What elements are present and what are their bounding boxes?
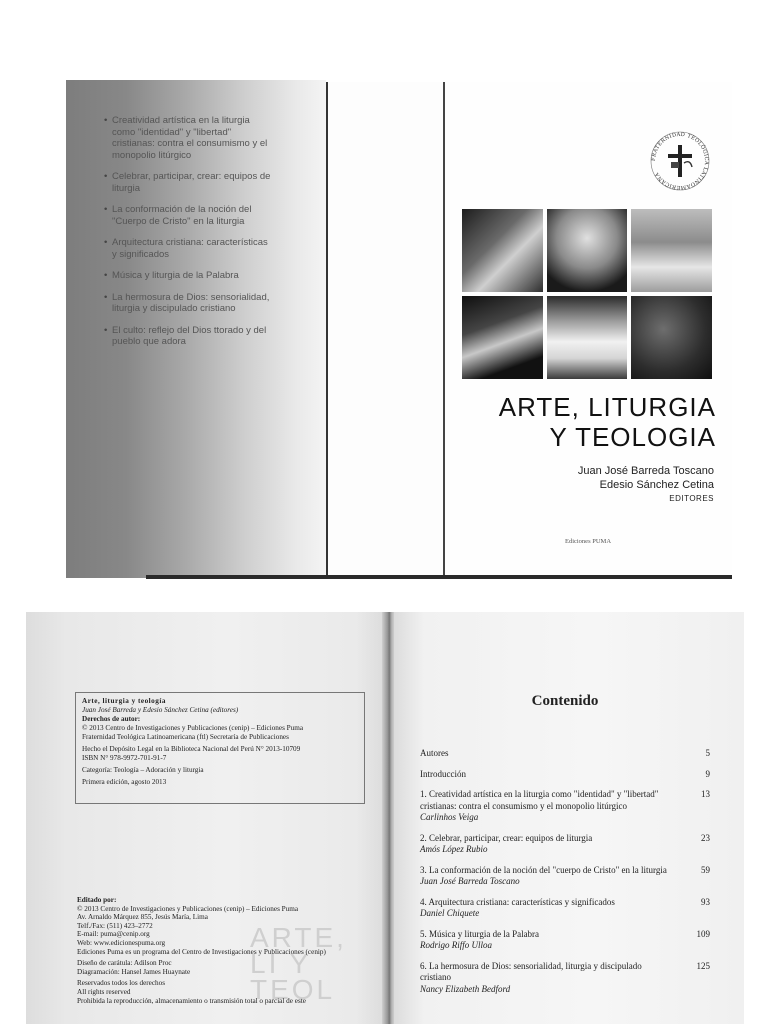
- publisher-info-line: Web: www.edicionespuma.org: [77, 938, 166, 947]
- rights-line: Prohibida la reproducción, almacenamiento o transmisión total o parcial de este: [77, 996, 306, 1005]
- table-of-contents: [420, 748, 710, 1004]
- publisher-logo-text: Ediciones PUMA: [564, 538, 612, 545]
- photo-dancers: [462, 209, 543, 292]
- publisher-info-line: Ediciones Puma es un programa del Centro de Investigaciones y Publicaciones (cenip): [77, 947, 326, 956]
- toc-page-number: 5: [705, 748, 710, 758]
- toc-entry: [420, 961, 710, 996]
- toc-entry: [420, 929, 710, 952]
- toc-entry-title: 5. Música y liturgia de la Palabra: [420, 928, 540, 939]
- photo-open-bible: [547, 296, 627, 379]
- back-cover-topic: • El culto: reflejo del Dios ttorado y del pueblo que adora: [104, 325, 274, 348]
- cover-title-line: Y TEOLOGIA: [549, 422, 716, 452]
- toc-entry: [420, 897, 710, 920]
- editor-name: Juan José Barreda Toscano: [577, 465, 714, 477]
- cover-editors: [462, 464, 714, 506]
- toc-entry: [420, 748, 710, 760]
- publisher-info-line: Telf./Fax: (511) 423–2772: [77, 921, 153, 930]
- imprint-line: © 2013 Centro de Investigaciones y Publicaciones (cenip) – Ediciones Puma: [82, 724, 304, 732]
- toc-entry-author: Rodrigo Riffo Ulloa: [420, 940, 492, 950]
- imprint-line: Hecho el Depósito Legal en la Biblioteca Nacional del Perú N° 2013-10709: [82, 745, 301, 753]
- photo-congregation: [631, 296, 712, 379]
- back-cover-topic: • La conformación de la noción del "Cuerpo de Cristo" en la liturgia: [104, 204, 274, 227]
- publisher-info-line: E-mail: puma@cenip.org: [77, 930, 150, 939]
- publisher-info-block: [77, 896, 377, 1005]
- ghost-watermark-title: ARTE, LI Y TEOL: [250, 922, 347, 1005]
- toc-entry-title: 4. Arquitectura cristiana: características y significados: [420, 896, 615, 907]
- toc-entry-author: Daniel Chiquete: [420, 908, 480, 918]
- imprint-line: Categoría: Teología – Adoración y liturgia: [82, 766, 204, 774]
- publisher-info-line: Av. Arnaldo Márquez 855, Jesús María, Lima: [77, 913, 208, 922]
- back-cover-topic: • Música y liturgia de la Palabra: [104, 270, 274, 282]
- imprint-rights-heading: Derechos de autor:: [82, 715, 141, 723]
- spread-base-line: [146, 575, 732, 579]
- toc-entry: [420, 769, 710, 781]
- rights-line: Reservados todos los derechos: [77, 979, 166, 988]
- editors-label: EDITORES: [669, 494, 714, 503]
- back-cover-topic-list: [104, 115, 274, 358]
- toc-page-number: 59: [701, 864, 710, 875]
- toc-entry-title: Introducción: [420, 768, 466, 779]
- imprint-line: Fraternidad Teológica Latinoamericana (ftl) Secretaría de Publicaciones: [82, 733, 289, 741]
- toc-entry-title: 1. Creatividad artística en la liturgia como "identidad" y "libertad" cristianas: contra el consumismo y el monopolio litúrgico: [420, 789, 659, 811]
- toc-page-number: 125: [696, 960, 710, 971]
- imprint-title: Arte, liturgia y teología: [82, 697, 166, 705]
- toc-entry-author: Nancy Elizabeth Bedford: [420, 983, 511, 994]
- back-cover-topic: • La hermosura de Dios: sensorialidad, liturgia y discipulado cristiano: [104, 292, 274, 315]
- toc-entry: [420, 833, 710, 856]
- contents-title: Contenido: [531, 693, 599, 709]
- toc-page-number: 93: [701, 896, 710, 907]
- toc-entry-author: Amós López Rubio: [420, 844, 488, 854]
- toc-entry-title: 6. La hermosura de Dios: sensorialidad, liturgia y discipulado cristiano: [420, 960, 642, 982]
- toc-page-number: 23: [701, 832, 710, 843]
- imprint-box: [75, 692, 365, 804]
- toc-entry-author: Carlinhos Veiga: [420, 812, 479, 822]
- seal-text: FRATERNIDAD TEOLÓGICA LATINOAMERICANA: [650, 131, 710, 191]
- cover-title: [462, 392, 716, 452]
- rights-line: All rights reserved: [77, 987, 131, 996]
- credit-line: Diagramación: Hansel James Huaynate: [77, 967, 191, 976]
- imprint-line: ISBN N° 978-9972-701-91-7: [82, 754, 167, 762]
- toc-entry: [420, 865, 710, 888]
- editor-name: Edesio Sánchez Cetina: [599, 479, 714, 491]
- toc-entry-author: Juan José Barreda Toscano: [420, 876, 520, 886]
- toc-entry-title: 2. Celebrar, participar, crear: equipos de liturgia: [420, 832, 593, 843]
- back-cover-topic: • Celebrar, participar, crear: equipos de liturgia: [104, 171, 274, 194]
- photo-acoustic-guitar: [631, 209, 712, 292]
- fraternity-seal-logo: [648, 129, 712, 193]
- back-cover-topic: • Arquitectura cristiana: características y significados: [104, 237, 274, 260]
- toc-entry-title: Autores: [420, 748, 449, 758]
- toc-page-number: 9: [705, 768, 710, 779]
- imprint-authors: Juan José Barreda y Edesio Sánchez Cetina (editores): [82, 706, 239, 714]
- toc-entry-title: 3. La conformación de la noción del "cuerpo de Cristo" en la liturgia: [420, 864, 667, 875]
- publisher-info-line: © 2013 Centro de Investigaciones y Publicaciones (cenip) – Ediciones Puma: [77, 904, 299, 913]
- photo-electric-guitar: [462, 296, 543, 379]
- toc-entry: [420, 789, 710, 824]
- back-cover-topic: • Creatividad artística en la liturgia como "identidad" y "libertad" cristianas: contra el consumismo y el monopolio litúrgico: [104, 115, 274, 161]
- imprint-line: Primera edición, agosto 2013: [82, 778, 167, 786]
- cover-title-line: ARTE, LITURGIA: [498, 392, 716, 422]
- toc-page-number: 109: [696, 928, 710, 939]
- spine-area: [328, 82, 444, 576]
- photo-worship-raised-hands: [547, 209, 627, 292]
- credit-line: Diseño de carátula: Adilson Proc: [77, 959, 172, 968]
- publisher-info-heading: Editado por:: [77, 896, 117, 904]
- toc-page-number: 13: [701, 789, 710, 799]
